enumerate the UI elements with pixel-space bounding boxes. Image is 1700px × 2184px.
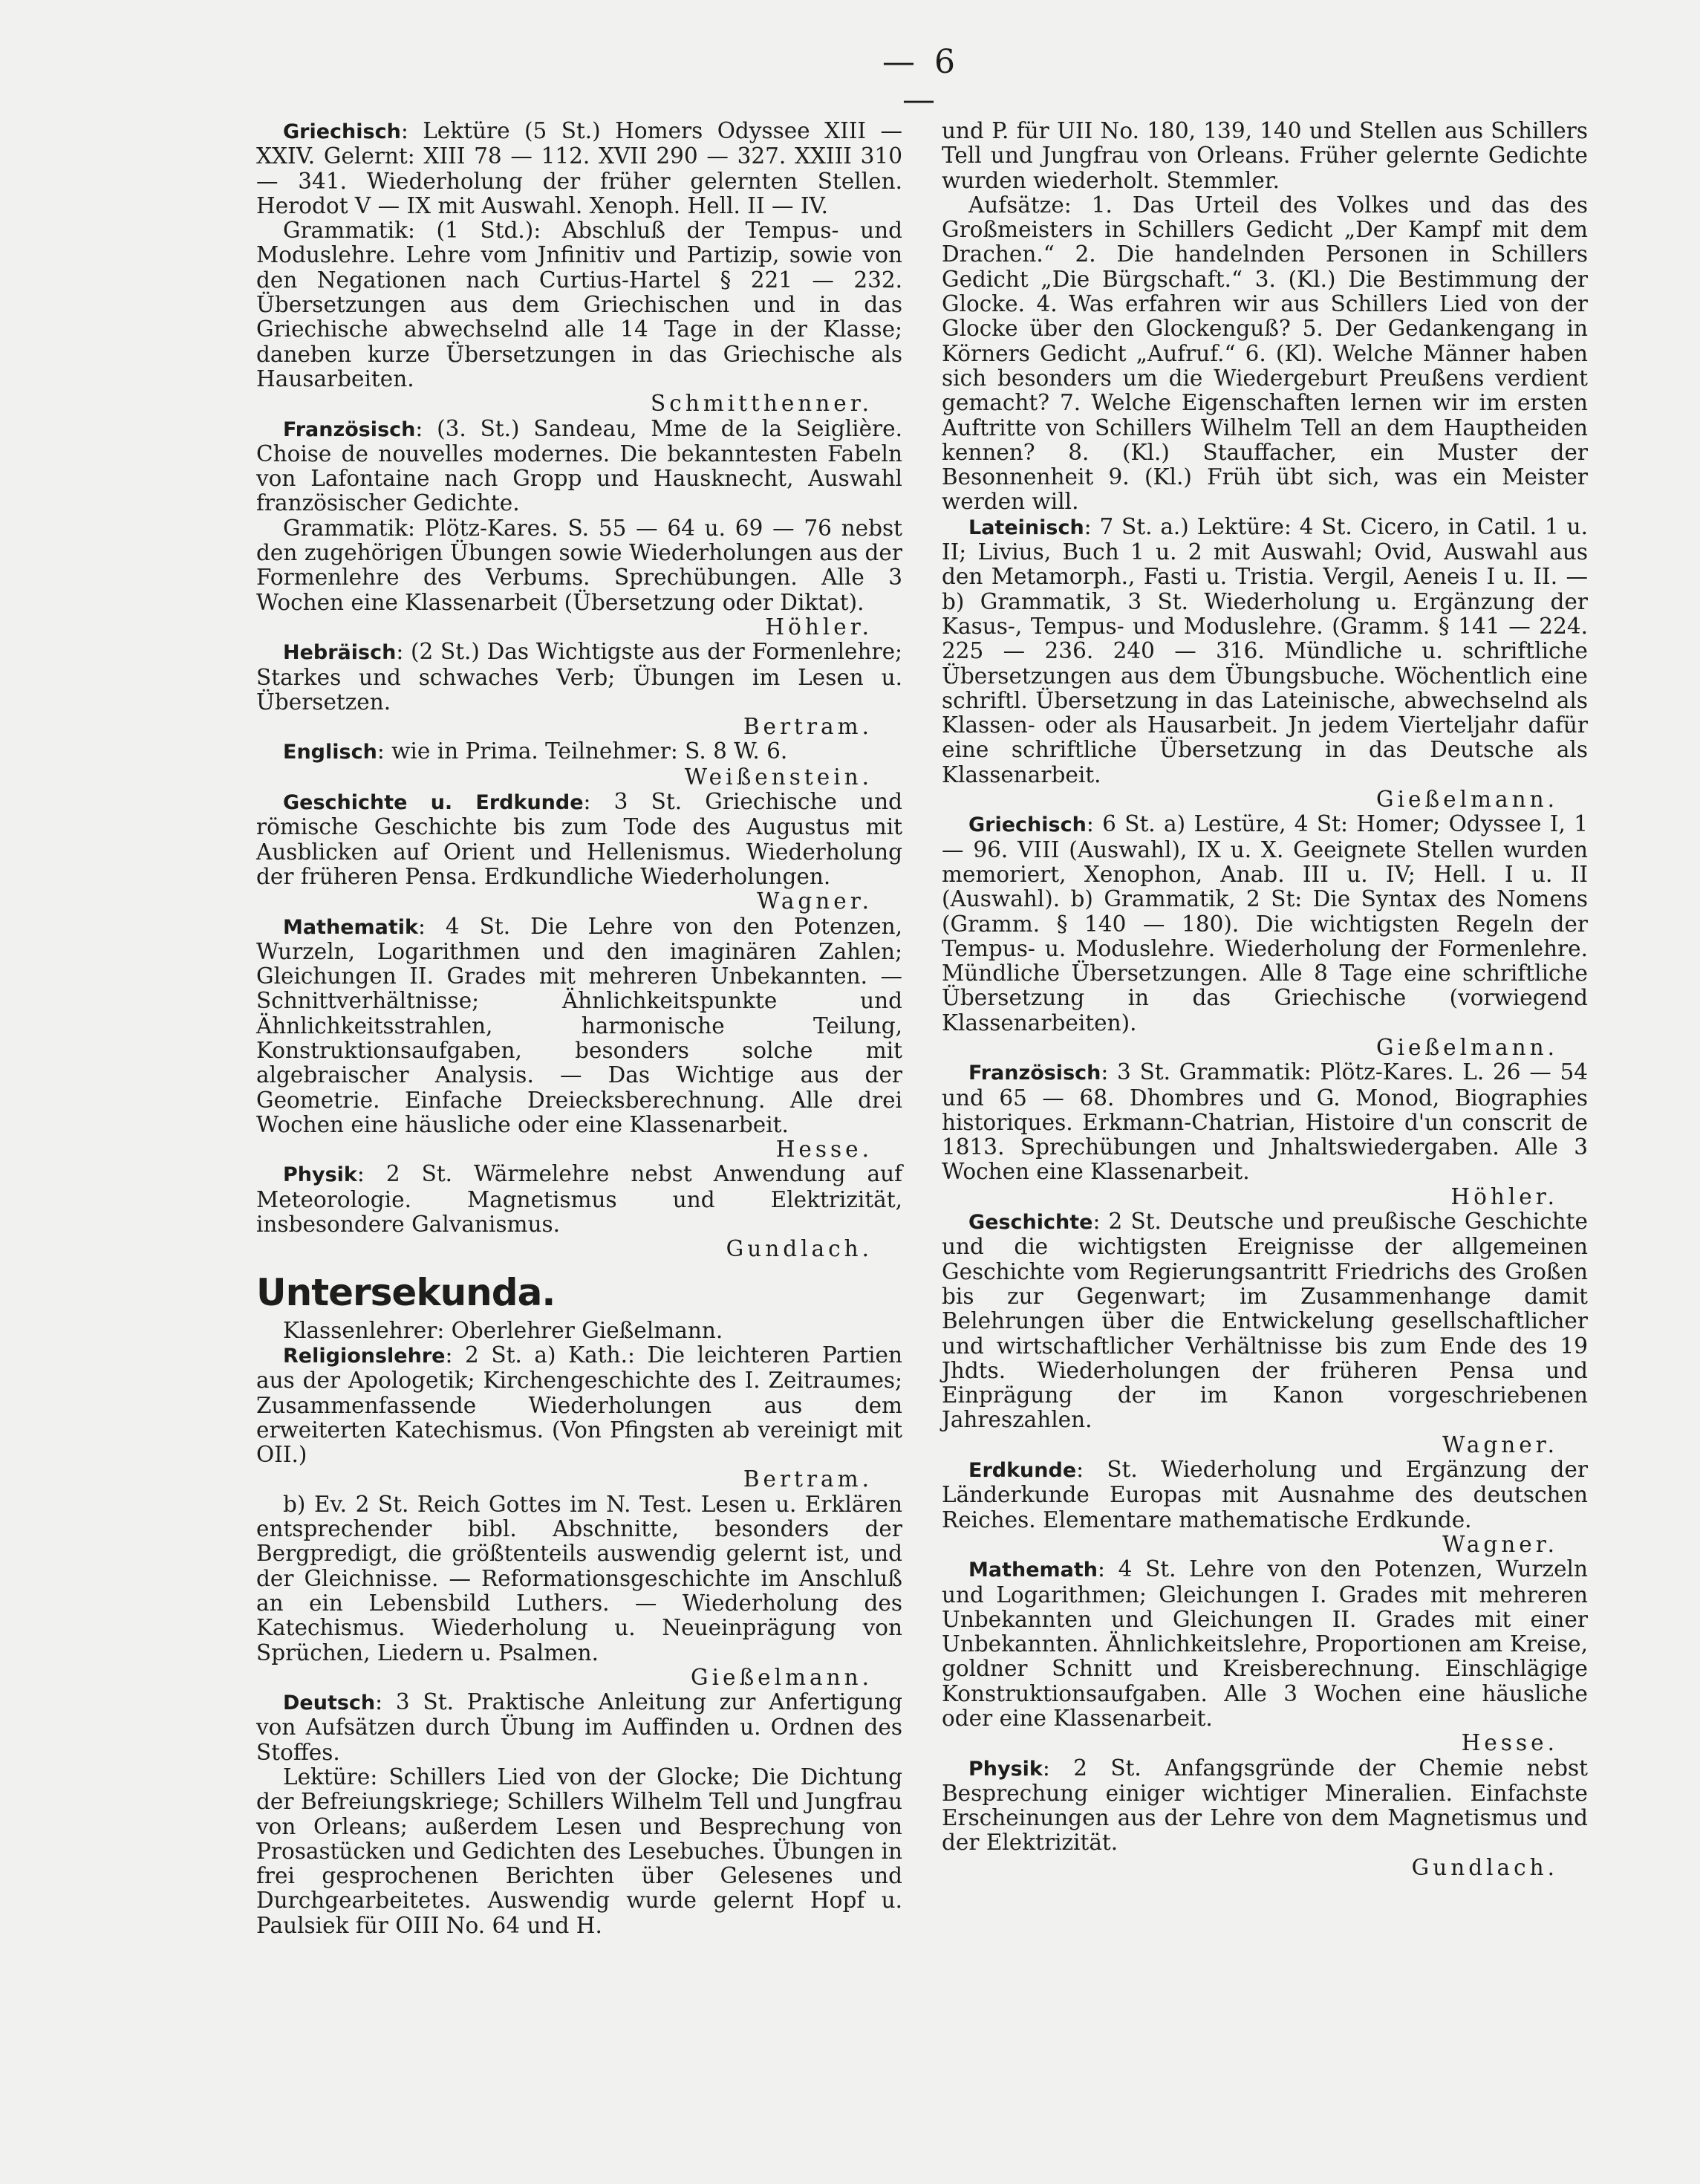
subject-text: : 2 St. a) Kath.: Die leichteren Partien aus der Apologetik; Kirchengeschichte des I. Zeitraumes; Zusammenfassende Wiederholungen aus dem erweiterten Katechismus. (Von Pfingsten ab vereinigt mit OII.) [256, 1342, 902, 1468]
teacher-signature: Gießelmann. [1376, 1034, 1558, 1060]
subject-entry [942, 1209, 1588, 1433]
subject-text: : St. Wiederholung und Ergänzung der Länderkunde Europas mit Ausnahme des deutschen Reiches. Elementare mathematische Erdkunde. [942, 1457, 1588, 1533]
subject-text: : 6 St. a) Lestüre, 4 St: Homer; Odyssee I, 1 — 96. VIII (Auswahl), IX u. X. Geeignete Stellen wurden memoriert, Xenophon, Anab. III u. IV; Hell. I u. II (Auswahl). b) Grammatik, 2 St: Die Syntax des Nomens (Gramm. § 140 — 180). Die wichtigsten Regeln der Tempus- u. Moduslehre. Wiederholung der Formenlehre. Mündliche Übersetzungen. Alle 8 Tage eine schriftliche Übersetzung in das Griechische (vorwiegend Klassenarbeiten). [942, 811, 1588, 1036]
subject-entry [256, 790, 902, 889]
left-column [256, 119, 902, 1938]
subject-entry [942, 1756, 1588, 1856]
continued-paragraph: und P. für UII No. 180, 139, 140 und Stellen aus Schillers Tell und Jungfrau von Orleans. Früher gelernte Gedichte wurden wiederholt. Stemmler. [942, 118, 1588, 193]
subject-entry [256, 119, 902, 218]
subject-text: : 2 St. Wärmelehre nebst Anwendung auf Meteorologie. Magnetismus und Elektrizität, insbesondere Galvanismus. [256, 1161, 902, 1238]
subject-heading: Religionslehre [283, 1344, 446, 1368]
teacher-signature: Hesse. [775, 1137, 873, 1163]
subject-text: : (3. St.) Sandeau, Mme de la Seiglière. Choise de nouvelles modernes. Die bekanntesten Fabeln von Lafontaine nach Gropp und Hausknecht, Auswahl französischer Gedichte. [256, 415, 902, 516]
subject-entry [942, 1060, 1588, 1184]
paragraph: Klassenlehrer: Oberlehrer Gießelmann. [283, 1317, 723, 1343]
subject-heading: Französisch [968, 1062, 1101, 1085]
subject-heading: Physik [968, 1757, 1043, 1781]
subject-text: : 2 St. Deutsche und preußische Geschichte und die wichtigsten Ereignisse der allgemeinen Geschichte vom Regierungsantritt Friedrichs des Großen bis zur Gegenwart; im Zusammenhange damit Belehrungen über die Entwickelung gesellschaftlicher und wirtschaftlicher Verhältnisse bis zum Ende des 19 Jhdts. Wiederholungen der früheren Pensa und Einprägung der im Kanon vorgeschriebenen Jahreszahlen. [942, 1209, 1588, 1433]
subject-heading: Deutsch [283, 1691, 376, 1715]
teacher-signature: Höhler. [765, 614, 873, 640]
subject-text: : wie in Prima. Teilnehmer: S. 8 W. 6. [377, 738, 788, 764]
teacher-signature: Wagner. [1442, 1431, 1558, 1457]
teacher-signature: Weißenstein. [684, 764, 873, 790]
subject-entry [256, 739, 902, 764]
subject-text: : 4 St. Lehre von den Potenzen, Wurzeln und Logarithmen; Gleichungen I. Grades mit mehreren Unbekannten und Gleichungen II. Grades mit einer Unbekannten. Ähnlichkeitslehre, Proportionen am Kreise, goldner Schnitt und Kreisberechnung. Einschlägige Konstruktionsaufgaben. Alle 3 Wochen eine häusliche oder eine Klassenarbeit. [942, 1556, 1588, 1731]
teacher-signature: Gießelmann. [1376, 787, 1558, 813]
teacher-signature: Gundlach. [726, 1236, 873, 1262]
teacher-signature: Wagner. [757, 888, 873, 914]
subject-text: : 3 St. Griechische und römische Geschichte bis zum Tode des Augustus mit Ausblicken auf Orient und Hellenismus. Wiederholung der früheren Pensa. Erdkundliche Wiederholungen. [256, 789, 902, 889]
paragraph: b) Ev. 2 St. Reich Gottes im N. Test. Lesen u. Erklären entsprechender bibl. Abschnitte, besonders der Bergpredigt, die größtenteils auswendig gelernt ist, und der Gleichnisse. — Reformationsgeschichte im Anschluß an ein Lebensbild Luthers. — Wiederholung des Katechismus. Wiederholung u. Neueinprägung von Sprüchen, Liedern u. Psalmen. [256, 1491, 902, 1665]
paragraph: Grammatik: (1 Std.): Abschluß der Tempus- und Moduslehre. Lehre vom Jnfinitiv und Partizip, sowie von den Negationen nach Curtius-Hartel § 221 — 232. Übersetzungen aus dem Griechischen und in das Griechische abwechselnd alle 14 Tage in der Klasse; daneben kurze Übersetzungen in das Griechische als Hausarbeiten. [256, 218, 902, 391]
subject-heading: Mathemath [968, 1559, 1098, 1582]
subject-heading: Erdkunde [968, 1459, 1077, 1483]
subject-entry [256, 1343, 902, 1467]
subject-text: : (2 St.) Das Wichtigste aus der Formenlehre; Starkes und schwaches Verb; Übungen im Lesen u. Übersetzen. [256, 639, 902, 715]
subject-heading: Hebräisch [283, 641, 397, 665]
section-heading: Untersekunda. [256, 1270, 556, 1314]
page-number: — 6 — [882, 43, 960, 119]
paragraph: Aufsätze: 1. Das Urteil des Volkes und das des Großmeisters in Schillers Gedicht „Der Kampf mit dem Drachen.“ 2. Die handelnden Personen in Schillers Gedicht „Die Bürgschaft.“ 3. (Kl.) Die Bestimmung der Glocke. 4. Was erfahren wir aus Schillers Lied von der Glocke über den Glockenguß? 5. Der Gedankengang in Körners Gedicht „Aufruf.“ 6. (Kl). Welche Männer haben sich besonders um die Wiedergeburt Preußens verdient gemacht? 7. Welche Eigenschaften lernen wir im ersten Auftritte von Schillers Wilhelm Tell an dem Hauptheiden kennen? 8. (Kl.) Stauffacher, ein Muster der Besonnenheit 9. (Kl.) Früh übt sich, was ein Meister werden will. [942, 192, 1588, 515]
subject-heading: Englisch [283, 741, 377, 764]
paragraph: Grammatik: Plötz-Kares. S. 55 — 64 u. 69 — 76 nebst den zugehörigen Übungen sowie Wiederholungen aus der Formenlehre des Verbums. Sprechübungen. Alle 3 Wochen eine Klassenarbeit (Übersetzung oder Diktat). [256, 515, 902, 615]
subject-text: : 2 St. Anfangsgründe der Chemie nebst Besprechung einiger wichtiger Mineralien. Einfachste Erscheinungen aus der Lehre von dem Magnetismus und der Elektrizität. [942, 1755, 1588, 1856]
subject-entry [942, 515, 1588, 787]
subject-entry [256, 1690, 902, 1765]
subject-entry [942, 1557, 1588, 1731]
subject-text: : 3 St. Grammatik: Plötz-Kares. L. 26 — 54 und 65 — 68. Dhombres und G. Monod, Biographies historiques. Erkmann-Chatrian, Histoire d'un conscrit de 1813. Sprechübungen und Jnhaltswiedergaben. Alle 3 Wochen eine Klassenarbeit. [942, 1059, 1588, 1185]
subject-entry [256, 1162, 902, 1237]
subject-entry [256, 914, 902, 1138]
subject-entry [256, 417, 902, 516]
subject-heading: Physik [283, 1163, 357, 1187]
subject-heading: Griechisch [968, 813, 1087, 837]
subject-heading: Griechisch [283, 120, 401, 143]
teacher-signature: Hesse. [1461, 1730, 1558, 1756]
subject-text: : 3 St. Praktische Anleitung zur Anfertigung von Aufsätzen durch Übung im Auffinden u. Ordnen des Stoffes. [256, 1689, 902, 1765]
subject-entry [942, 812, 1588, 1036]
subject-entry [256, 640, 902, 715]
subject-heading: Lateinisch [968, 516, 1084, 539]
subject-heading: Mathematik [283, 915, 418, 939]
subject-text: : Lektüre (5 St.) Homers Odyssee XIII — XXIV. Gelernt: XIII 78 — 112. XVII 290 — 327. XXIII 310 — 341. Wiederholung der früher gelernten Stellen. Herodot V — IX mit Auswahl. Xenoph. Hell. II — IV. [256, 118, 902, 218]
subject-heading: Geschichte u. Erdkunde [283, 791, 584, 815]
subject-heading: Geschichte [968, 1211, 1093, 1235]
teacher-signature: Gundlach. [1411, 1854, 1558, 1880]
subject-entry [942, 1457, 1588, 1533]
teacher-signature: Bertram. [743, 1466, 873, 1492]
teacher-signature: Gießelmann. [691, 1664, 873, 1690]
teacher-signature: Schmitthenner. [651, 391, 873, 417]
paragraph: Lektüre: Schillers Lied von der Glocke; Die Dichtung der Befreiungskriege; Schillers Wilhelm Tell und Jungfrau von Orleans; außerdem Lesen und Besprechung von Prosastücken und Gedichten des Lesebuches. Übungen in frei gesprochenen Berichten über Gelesenes und Durchgearbeitetes. Auswendig wurde gelernt Hopf u. Paulsiek für OIII No. 64 und H. [256, 1764, 902, 1938]
subject-text: : 7 St. a.) Lektüre: 4 St. Cicero, in Catil. 1 u. II; Livius, Buch 1 u. 2 mit Auswahl; Ovid, Auswahl aus den Metamorph., Fasti u. Tristia. Vergil, Aeneis I u. II. — b) Grammatik, 3 St. Wiederholung u. Ergänzung der Kasus-, Tempus- und Moduslehre. (Gramm. § 141 — 224. 225 — 236. 240 — 316. Mündliche u. schriftliche Übersetzungen aus dem Übungsbuche. Wöchentlich eine schriftl. Übersetzung in das Lateinische, abwechselnd als Klassen- oder als Hausarbeit. Jn jedem Vierteljahr dafür eine schriftliche Übersetzung in das Deutsche als Klassenarbeit. [942, 513, 1588, 787]
teacher-signature: Höhler. [1450, 1183, 1558, 1209]
teacher-signature: Bertram. [743, 714, 873, 740]
subject-text: : 4 St. Die Lehre von den Potenzen, Wurzeln, Logarithmen und den imaginären Zahlen; Gleichungen II. Grades mit mehreren Unbekannten. — Schnittverhältnisse; Ähnlichkeitspunkte und Ähnlichkeitsstrahlen, harmonische Teilung, Konstruktionsaufgaben, besonders solche mit algebraischer Analysis. — Das Wichtige aus der Geometrie. Einfache Dreiecksberechnung. Alle drei Wochen eine häusliche oder eine Klassenarbeit. [256, 913, 902, 1137]
subject-heading: Französisch [283, 417, 416, 441]
teacher-signature: Wagner. [1442, 1531, 1558, 1557]
right-column [942, 119, 1588, 1880]
